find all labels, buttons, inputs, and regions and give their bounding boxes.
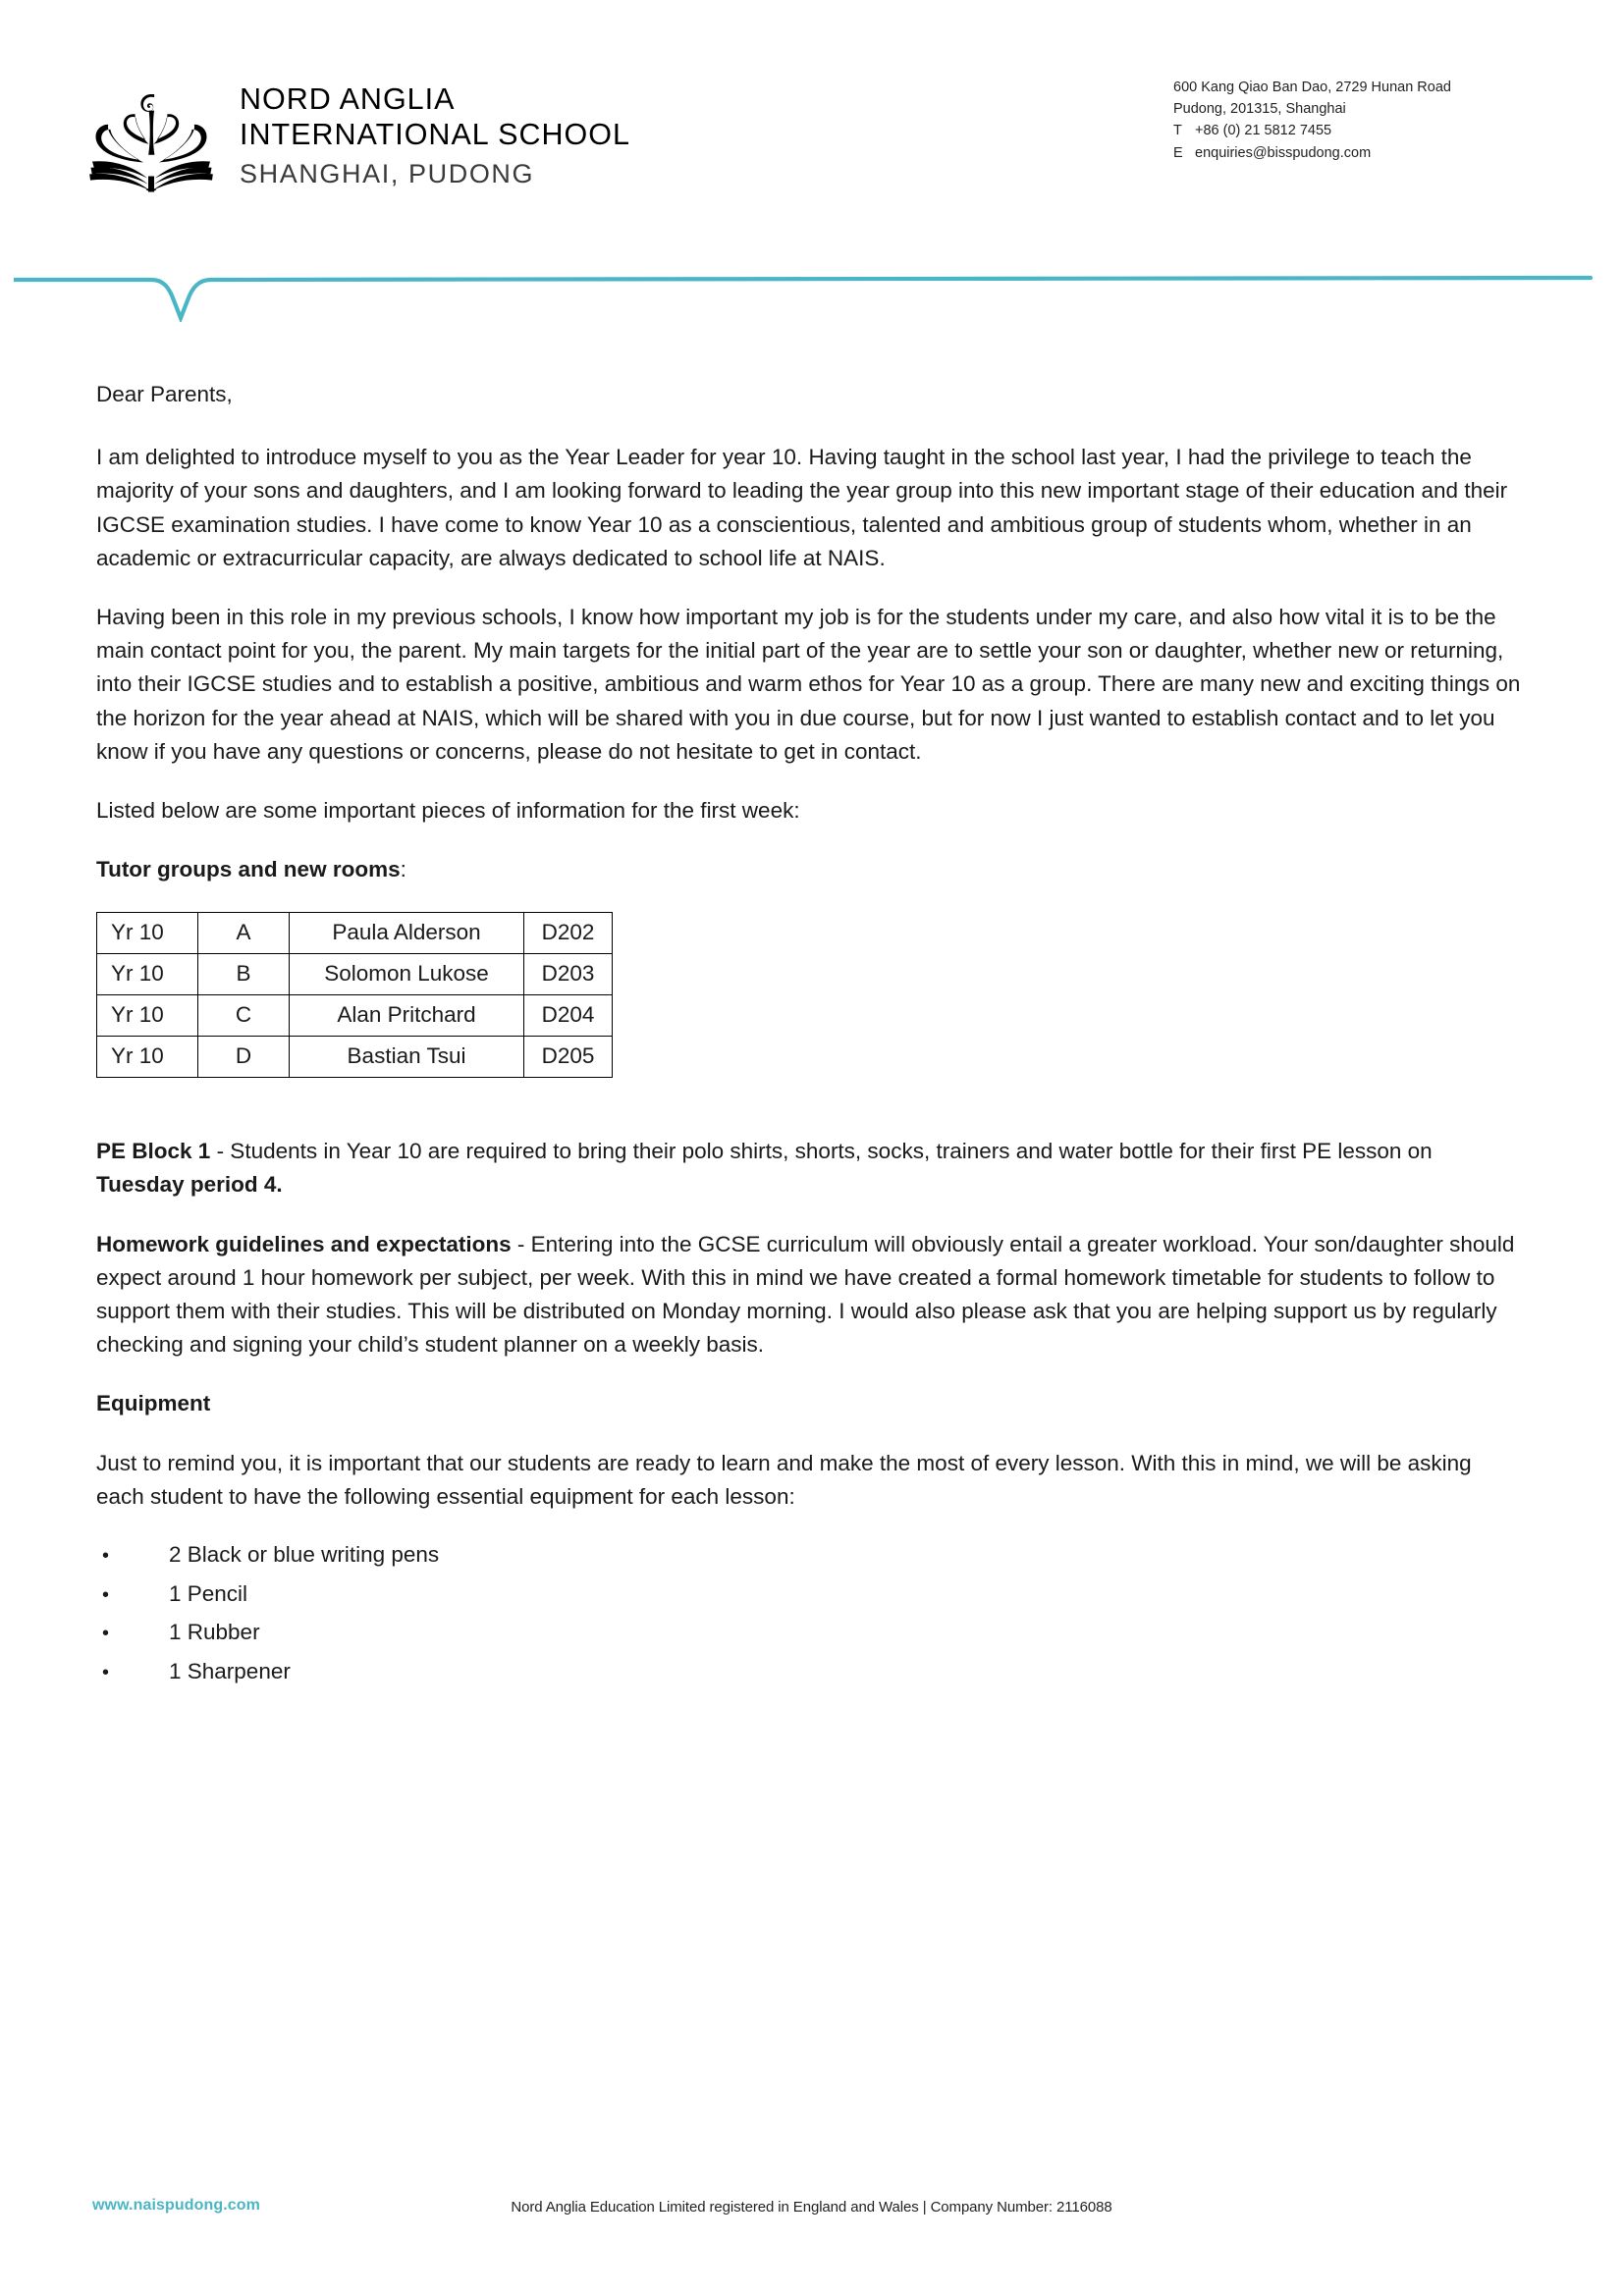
- tutor-groups-heading-text: Tutor groups and new rooms: [96, 857, 401, 882]
- paragraph-equipment-intro: Just to remind you, it is important that our students are ready to learn and make the most of every lesson. With this in mind, we will be asking each student to have the following essential equipment for each lesson:: [96, 1450, 1472, 1509]
- homework-text: - Entering into the GCSE curriculum will obviously entail a greater workload. Your son/daughter should expect around 1 hour homework per subject, per week. With this in mind we have created a formal homework timetable for students to follow to support them with their studies. This will be distributed on Monday morning. I would also please ask that you are helping support us by regularly checking and signing your child’s student planner on a weekly basis.: [96, 1231, 1515, 1358]
- table-row: [97, 995, 613, 1037]
- table-row: [97, 954, 613, 995]
- cell-room: D203: [524, 954, 613, 995]
- email-label: E: [1173, 144, 1183, 161]
- letter-body: [96, 378, 1525, 1694]
- pe-block-emphasis: Tuesday period 4.: [96, 1172, 283, 1198]
- homework-heading: Homework guidelines and expectations: [96, 1231, 512, 1256]
- cell-group: B: [198, 954, 290, 995]
- teal-divider-with-notch: [14, 263, 1595, 322]
- list-item: [96, 1617, 1525, 1649]
- phone-value: +86 (0) 21 5812 7455: [1195, 123, 1332, 139]
- list-item-label: 1 Sharpener: [169, 1658, 291, 1683]
- email-value: enquiries@bisspudong.com: [1195, 144, 1372, 161]
- logo-wordmark: [240, 80, 630, 191]
- list-item-label: 1 Rubber: [169, 1620, 260, 1645]
- cell-group: A: [198, 913, 290, 954]
- cell-tutor: Paula Alderson: [290, 913, 524, 954]
- crown-book-logo-icon: [86, 84, 216, 194]
- list-item-label: 2 Black or blue writing pens: [169, 1541, 440, 1567]
- tutor-table-body: [97, 913, 613, 1078]
- phone-row: [1173, 120, 1451, 141]
- paragraph-introduction: I am delighted to introduce myself to you as the Year Leader for year 10. Having taught in the school last year, I had the privilege to teach the majority of your sons and daughters, and I am looking forward to leading the year group into this new important stage of their education and their IGCSE examination studies. I have come to know Year 10 as a conscientious, talented and ambitious group of students whom, whether in an academic or extracurricular capacity, are always dedicated to school life at NAIS.: [96, 445, 1508, 570]
- cell-year: Yr 10: [97, 1037, 198, 1078]
- cell-group: C: [198, 995, 290, 1037]
- cell-tutor: Alan Pritchard: [290, 995, 524, 1037]
- list-item: [96, 1578, 1525, 1611]
- list-item-label: 1 Pencil: [169, 1580, 248, 1606]
- letterhead-header: [0, 0, 1623, 265]
- paragraph-listed-below: Listed below are some important pieces of information for the first week:: [96, 797, 800, 823]
- bullet-icon: •: [102, 1623, 110, 1645]
- tutor-groups-table: [96, 912, 613, 1078]
- paragraph-pe-block: [96, 1135, 1525, 1201]
- school-website-link[interactable]: www.naispudong.com: [92, 2197, 260, 2214]
- cell-room: D205: [524, 1037, 613, 1078]
- address-city: Pudong, 201315, Shanghai: [1173, 101, 1346, 118]
- letter-footer: [0, 2197, 1623, 2236]
- pe-block-text: - Students in Year 10 are required to bring their polo shirts, shorts, socks, trainers and water bottle for their first PE lesson on: [210, 1139, 1433, 1164]
- bullet-icon: •: [102, 1583, 110, 1606]
- bullet-icon: •: [102, 1661, 110, 1683]
- cell-room: D202: [524, 913, 613, 954]
- logo-line-campus: SHANGHAI, PUDONG: [240, 158, 535, 188]
- logo-line-international-school: INTERNATIONAL SCHOOL: [240, 117, 630, 151]
- cell-room: D204: [524, 995, 613, 1037]
- cell-tutor: Solomon Lukose: [290, 954, 524, 995]
- company-registration-text: Nord Anglia Education Limited registered in England and Wales | Company Number: 2116088: [511, 2199, 1112, 2216]
- equipment-list: [96, 1539, 1525, 1688]
- equipment-heading: Equipment: [96, 1391, 211, 1416]
- paragraph-role-targets: Having been in this role in my previous schools, I know how important my job is for the students under my care, and also how vital it is to be the main contact point for you, the parent. My main targets for the initial part of the year are to settle your son or daughter, whether new or returning, into their IGCSE studies and to establish a positive, ambitious and warm ethos for Year 10 as a group. There are many new and exciting things on the horizon for the year ahead at NAIS, which will be shared with you in due course, but for now I just wanted to establish contact and to let you know if you have any questions or concerns, please do not hesitate to get in contact.: [96, 604, 1521, 764]
- salutation: Dear Parents,: [96, 382, 233, 406]
- tutor-groups-heading: [96, 853, 1525, 886]
- cell-year: Yr 10: [97, 995, 198, 1037]
- phone-label: T: [1173, 123, 1182, 139]
- list-item: [96, 1539, 1525, 1572]
- cell-tutor: Bastian Tsui: [290, 1037, 524, 1078]
- cell-group: D: [198, 1037, 290, 1078]
- contact-details: [1173, 77, 1451, 164]
- address-street: 600 Kang Qiao Ban Dao, 2729 Hunan Road: [1173, 80, 1451, 95]
- tutor-groups-heading-colon: :: [400, 857, 406, 882]
- cell-year: Yr 10: [97, 954, 198, 995]
- logo-line-nord-anglia: NORD ANGLIA: [240, 82, 456, 116]
- table-row: [97, 913, 613, 954]
- paragraph-homework: [96, 1228, 1525, 1362]
- list-item: [96, 1656, 1525, 1688]
- bullet-icon: •: [102, 1544, 110, 1567]
- pe-block-heading: PE Block 1: [96, 1139, 211, 1164]
- cell-year: Yr 10: [97, 913, 198, 954]
- email-row: [1173, 142, 1451, 164]
- school-logo: [86, 80, 630, 194]
- table-row: [97, 1037, 613, 1078]
